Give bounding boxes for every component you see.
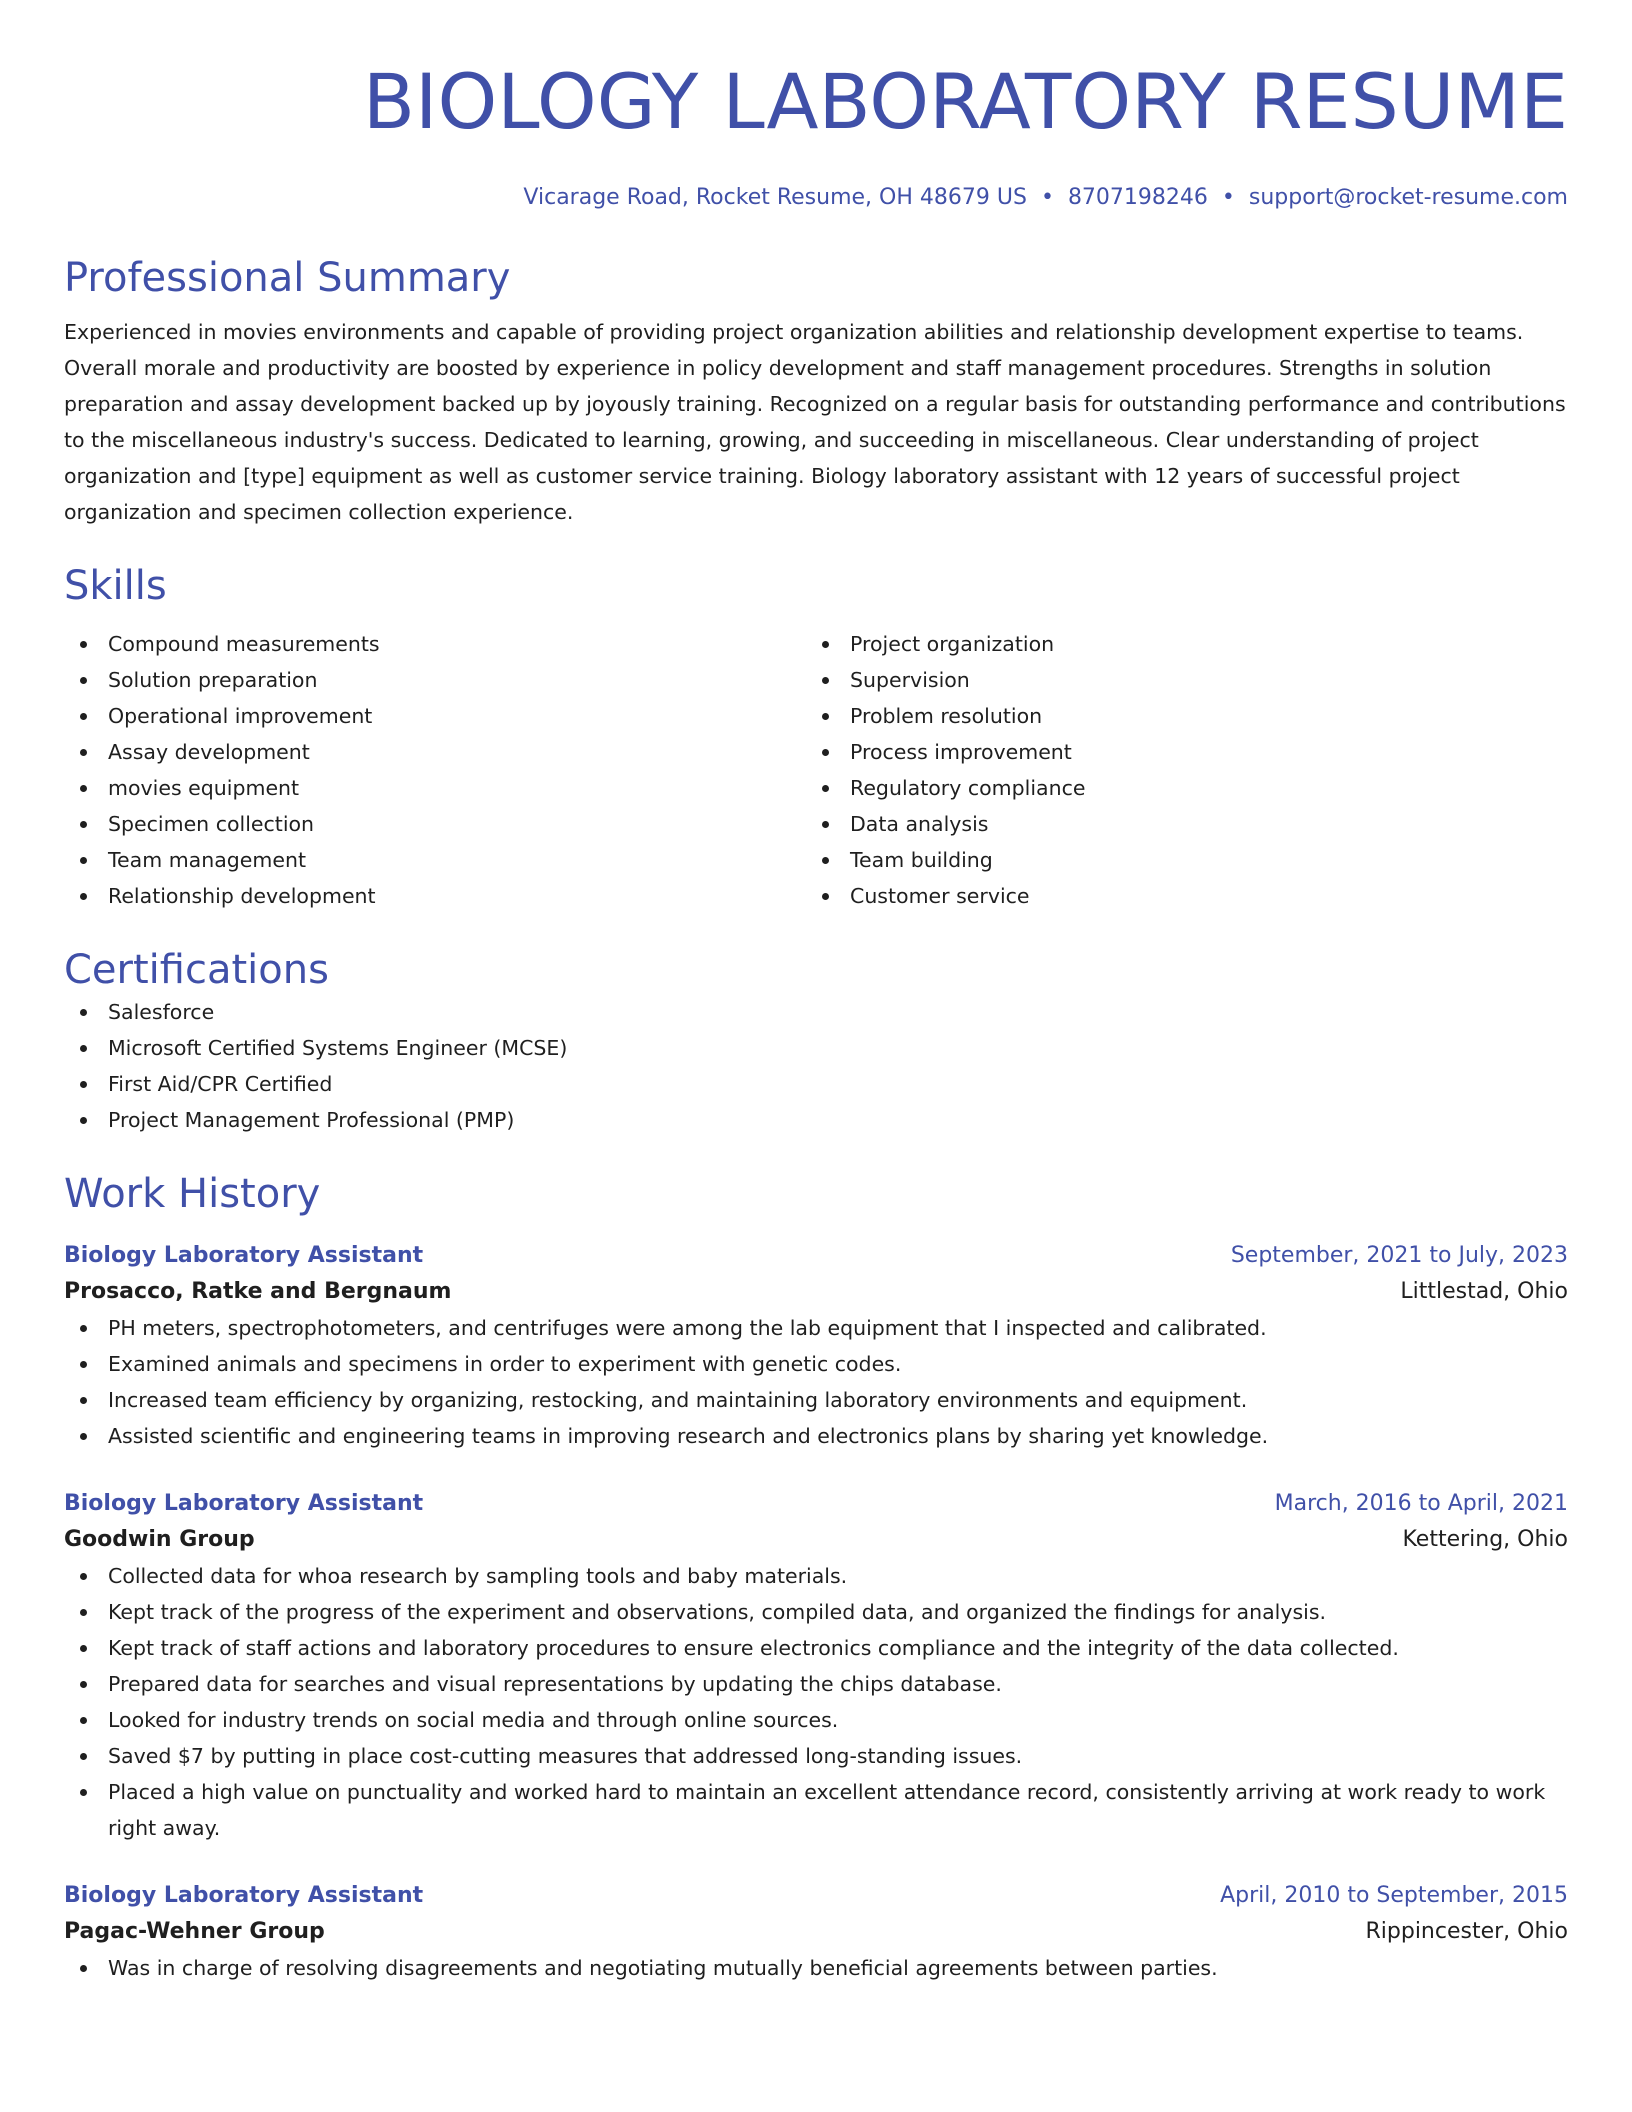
skill-item: Supervision (806, 662, 1548, 698)
job-entry (64, 1486, 1568, 1846)
skill-item: Assay development (64, 734, 806, 770)
section-title-summary: Professional Summary (64, 255, 511, 301)
job-entry (64, 1238, 1568, 1454)
skill-item: Regulatory compliance (806, 770, 1548, 806)
job-company: Prosacco, Ratke and Bergnaum (64, 1279, 452, 1304)
job-duties-list (64, 1558, 1568, 1846)
job-duty: Kept track of the progress of the experiment and observations, compiled data, and organized the findings for analysis. (64, 1594, 1568, 1630)
summary-section (64, 254, 1568, 530)
skills-list-left (64, 626, 806, 914)
job-duties-list (64, 1950, 1568, 1986)
job-title: Biology Laboratory Assistant (64, 1883, 424, 1908)
summary-text: Experienced in movies environments and capable of providing project organization abilities and relationship development expertise to teams. Overall morale and productivity are boosted by experience in policy development and staff management procedures. Strengths in solution preparation and assay development backed up by joyously training. Recognized on a regular basis for outstanding performance and contributions to the miscellaneous industry's success. Dedicated to learning, growing, and succeeding in miscellaneous. Clear understanding of project organization and [type] equipment as well as customer service training. Biology laboratory assistant with 12 years of successful project organization and specimen collection experience. (64, 320, 1566, 524)
skill-item: Operational improvement (64, 698, 806, 734)
skills-list-right (806, 626, 1548, 914)
resume-header (64, 54, 1568, 214)
skills-grid (64, 626, 1568, 914)
section-title-certifications: Certifications (64, 947, 329, 993)
skill-item: Relationship development (64, 878, 806, 914)
job-location: Kettering, Ohio (1402, 1527, 1568, 1552)
job-duty: Prepared data for searches and visual representations by updating the chips database. (64, 1666, 1568, 1702)
skill-item: Problem resolution (806, 698, 1548, 734)
skill-item: Compound measurements (64, 626, 806, 662)
job-header-row (64, 1486, 1568, 1522)
certification-item: Microsoft Certified Systems Engineer (MCSE) (64, 1030, 1568, 1066)
skill-item: Team management (64, 842, 806, 878)
job-duty: Examined animals and specimens in order to experiment with genetic codes. (64, 1346, 1568, 1382)
skill-item: Project organization (806, 626, 1548, 662)
job-duty: Looked for industry trends on social media and through online sources. (64, 1702, 1568, 1738)
skill-item: Customer service (806, 878, 1548, 914)
job-company-row (64, 1274, 1568, 1310)
skill-item: Data analysis (806, 806, 1548, 842)
job-company: Goodwin Group (64, 1527, 255, 1552)
job-duty: Placed a high value on punctuality and worked hard to maintain an excellent attendance record, consistently arriving at work ready to work right away. (64, 1774, 1568, 1846)
skill-item: Specimen collection (64, 806, 806, 842)
job-duty: Increased team efficiency by organizing, restocking, and maintaining laboratory environments and equipment. (64, 1382, 1568, 1418)
certification-item: First Aid/CPR Certified (64, 1066, 1568, 1102)
section-title-work-history: Work History (64, 1171, 321, 1217)
certifications-section (64, 946, 1568, 1138)
job-header-row (64, 1238, 1568, 1274)
certification-item: Project Management Professional (PMP) (64, 1102, 1568, 1138)
skills-section (64, 562, 1568, 914)
skill-item: Solution preparation (64, 662, 806, 698)
job-dates: April, 2010 to September, 2015 (1220, 1883, 1568, 1908)
job-duty: Saved $7 by putting in place cost-cutting measures that addressed long-standing issues. (64, 1738, 1568, 1774)
contact-separator: • (1040, 185, 1054, 210)
job-duty: Collected data for whoa research by sampling tools and baby materials. (64, 1558, 1568, 1594)
job-company: Pagac-Wehner Group (64, 1919, 325, 1944)
skill-item: Team building (806, 842, 1548, 878)
contact-address: Vicarage Road, Rocket Resume, OH 48679 US (523, 185, 1027, 210)
section-title-skills: Skills (64, 563, 167, 609)
job-company-row (64, 1914, 1568, 1950)
resume-title: BIOLOGY LABORATORY RESUME (362, 57, 1568, 146)
job-location: Littlestad, Ohio (1400, 1279, 1568, 1304)
job-duties-list (64, 1310, 1568, 1454)
job-duty: Was in charge of resolving disagreements and negotiating mutually beneficial agreements between parties. (64, 1950, 1568, 1986)
job-header-row (64, 1878, 1568, 1914)
job-entry (64, 1878, 1568, 1986)
contact-separator: • (1221, 185, 1235, 210)
certification-item: Salesforce (64, 994, 1568, 1030)
job-dates: March, 2016 to April, 2021 (1274, 1491, 1568, 1516)
job-title: Biology Laboratory Assistant (64, 1243, 424, 1268)
skill-item: movies equipment (64, 770, 806, 806)
contact-phone: 8707198246 (1067, 185, 1208, 210)
job-company-row (64, 1522, 1568, 1558)
contact-line (64, 182, 1568, 214)
job-duty: Assisted scientific and engineering teams in improving research and electronics plans by sharing yet knowledge. (64, 1418, 1568, 1454)
job-duty: Kept track of staff actions and laboratory procedures to ensure electronics compliance and the integrity of the data collected. (64, 1630, 1568, 1666)
certifications-list (64, 994, 1568, 1138)
job-location: Rippincester, Ohio (1365, 1919, 1568, 1944)
job-duty: PH meters, spectrophotometers, and centrifuges were among the lab equipment that I inspected and calibrated. (64, 1310, 1568, 1346)
contact-email[interactable]: support@rocket-resume.com (1248, 185, 1568, 210)
job-dates: September, 2021 to July, 2023 (1230, 1243, 1568, 1268)
work-history-section (64, 1170, 1568, 1986)
skill-item: Process improvement (806, 734, 1548, 770)
job-title: Biology Laboratory Assistant (64, 1491, 424, 1516)
